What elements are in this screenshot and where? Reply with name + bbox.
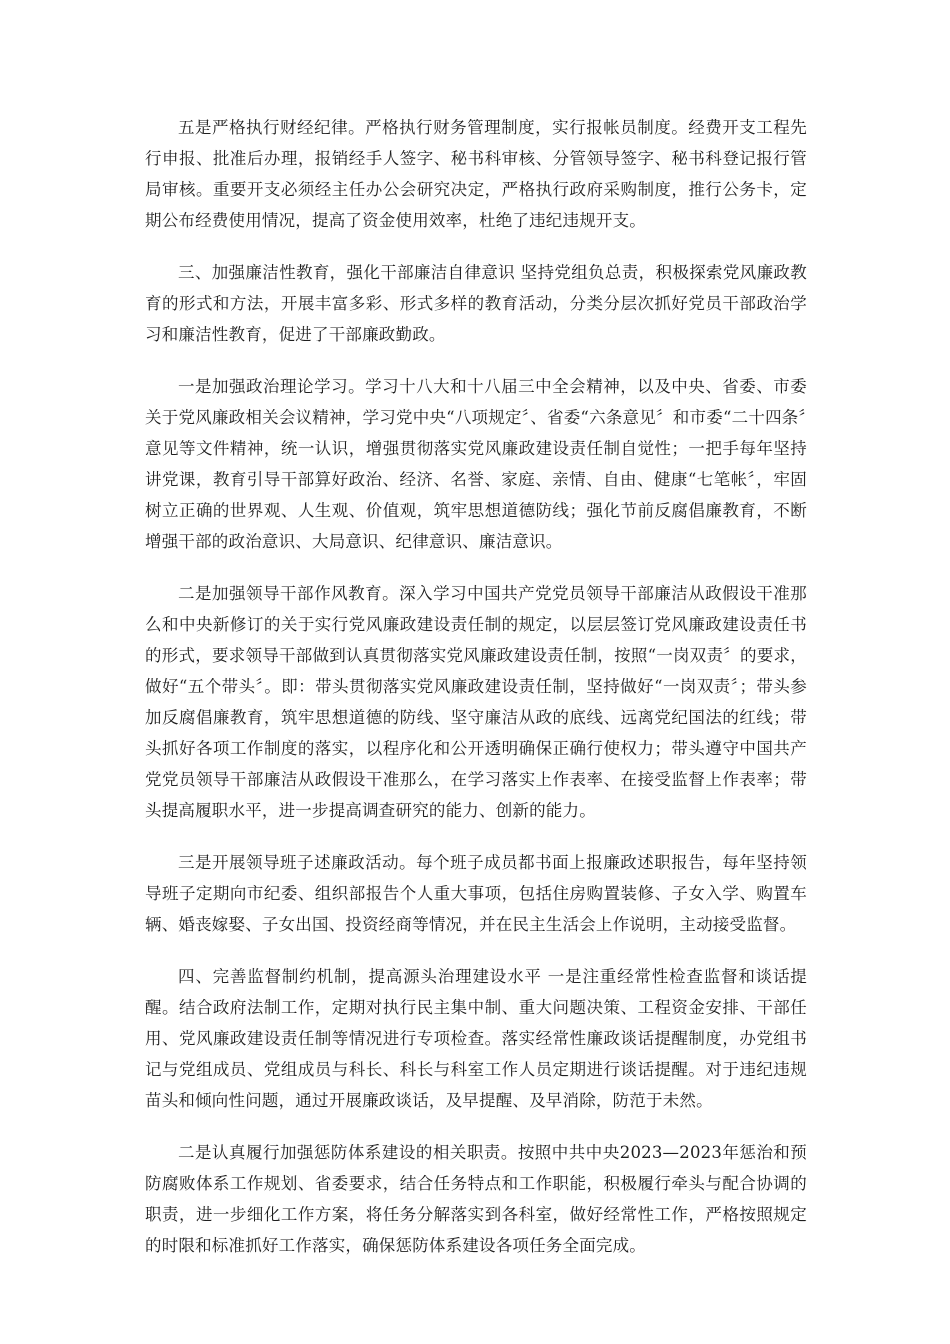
paragraph-integrity-reporting: 三是开展领导班子述廉政活动。每个班子成员都书面上报廉政述职报告，每年坚持领导班子定期向市纪委、组织部报告个人重大事项，包括住房购置装修、子女入学、购置车辆、婚丧嫁娶、子女出国、投资经商等情况，并在民主生活会上作说明，主动接受监督。: [145, 853, 807, 934]
paragraph-finance-discipline: 五是严格执行财经纪律。严格执行财务管理制度，实行报帐员制度。经费开支工程先行申报、批准后办理，报销经手人签字、秘书科审核、分管领导签字、秘书科登记报行管局审核。重要开支必须经主任办公会研究决定，严格执行政府采购制度，推行公务卡，定期公布经费使用情况，提高了资金使用效率，杜绝了违纪违规开支。: [145, 118, 807, 230]
paragraph-prevention-system: 二是认真履行加强惩防体系建设的相关职责。按照中共中央2023—2023年惩治和预防腐败体系工作规划、省委要求，结合任务特点和工作职能，积极履行牵头与配合协调的职责，进一步细化工作方案，将任务分解落实到各科室，做好经常性工作，严格按照规定的时限和标准抓好工作落实，确保惩防体系建设各项任务全面完成。: [145, 1143, 807, 1255]
paragraph-supervision-mechanism: 四、完善监督制约机制，提高源头治理建设水平 一是注重经常性检查监督和谈话提醒。结合政府法制工作，定期对执行民主集中制、重大问题决策、工程资金安排、干部任用、党风廉政建设责任制等情况进行专项检查。落实经常性廉政谈话提醒制度，办党组书记与党组成员、党组成员与科长、科长与科室工作人员定期进行谈话提醒。对于违纪违规苗头和倾向性问题，通过开展廉政谈话，及早提醒、及早消除，防范于未然。: [145, 967, 807, 1110]
paragraph-political-theory: 一是加强政治理论学习。学习十八大和十八届三中全会精神，以及中央、省委、市委关于党风廉政相关会议精神，学习党中央“八项规定〞、省委“六条意见〞和市委“二十四条〞意见等文件精神，统一认识，增强贯彻落实党风廉政建设责任制自觉性；一把手每年坚持讲党课，教育引导干部算好政治、经济、名誉、家庭、亲情、自由、健康“七笔帐〞，牢固树立正确的世界观、人生观、价值观，筑牢思想道德防线；强化节前反腐倡廉教育，不断增强干部的政治意识、大局意识、纪律意识、廉洁意识。: [145, 377, 807, 551]
paragraph-leadership-conduct: 二是加强领导干部作风教育。深入学习中国共产党党员领导干部廉洁从政假设干准那么和中央新修订的关于实行党风廉政建设责任制的规定，以层层签订党风廉政建设责任书的形式，要求领导干部做到认真贯彻落实党风廉政建设责任制，按照“一岗双责〞的要求，做好“五个带头〞。即：带头贯彻落实党风廉政建设责任制，坚持做好“一岗双责〞；带头参加反腐倡廉教育，筑牢思想道德的防线、坚守廉洁从政的底线、远离党纪国法的红线；带头抓好各项工作制度的落实，以程序化和公开透明确保正确行使权力；带头遵守中国共产党党员领导干部廉洁从政假设干准那么，在学习落实上作表率、在接受监督上作表率；带头提高履职水平，进一步提高调查研究的能力、创新的能力。: [145, 584, 807, 820]
paragraph-integrity-education: 三、加强廉洁性教育，强化干部廉洁自律意识 坚持党组负总责，积极探索党风廉政教育的形式和方法，开展丰富多彩、形式多样的教育活动，分类分层次抓好党员干部政治学习和廉洁性教育，促进了干部廉政勤政。: [145, 263, 807, 344]
document-body: [145, 112, 807, 1282]
